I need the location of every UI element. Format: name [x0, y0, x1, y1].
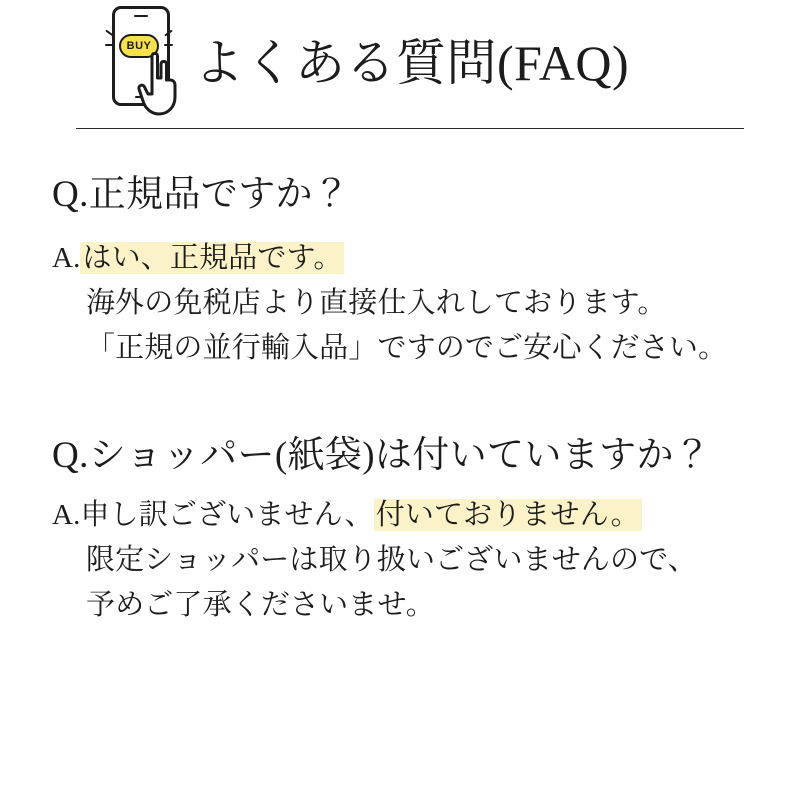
buy-badge: BUY: [119, 34, 159, 58]
faq-answer: [52, 493, 744, 628]
phone-speaker-icon: [134, 15, 148, 17]
faq-answer: [52, 236, 744, 371]
answer-prefix: A.: [52, 242, 81, 275]
faq-answer-line: 「正規の並行輸入品」ですのでご安心ください。: [86, 332, 728, 365]
faq-question: Q.ショッパー(紙袋)は付いていますか？: [52, 435, 712, 477]
faq-question: Q.正規品ですか？: [52, 174, 351, 215]
sparkle-icon: [164, 44, 173, 46]
answer-highlight: 付いておりません。: [375, 499, 640, 532]
page-title: よくある質問(FAQ): [194, 35, 630, 91]
faq-answer-line: 限定ショッパーは取り扱いございませんので、: [86, 544, 697, 577]
faq-item: [52, 433, 744, 628]
faq-answer-line: [52, 493, 744, 538]
answer-highlight: はい、正規品です。: [82, 242, 343, 275]
faq-answer-line: 海外の免税店より直接仕入れしております。: [86, 287, 667, 320]
sparkle-icon: [105, 44, 114, 46]
answer-prefix: A.: [52, 499, 81, 532]
faq-answer-line: [52, 236, 744, 281]
header-divider: [76, 128, 744, 129]
faq-header-icon-group: [96, 4, 182, 122]
faq-item: [52, 172, 744, 371]
faq-list: [0, 172, 800, 628]
faq-header: [0, 0, 800, 140]
faq-answer-line: 予めご了承くださいませ。: [86, 589, 435, 622]
pointing-hand-icon: [132, 48, 184, 118]
answer-text: 申し訳ございません、: [80, 499, 374, 532]
